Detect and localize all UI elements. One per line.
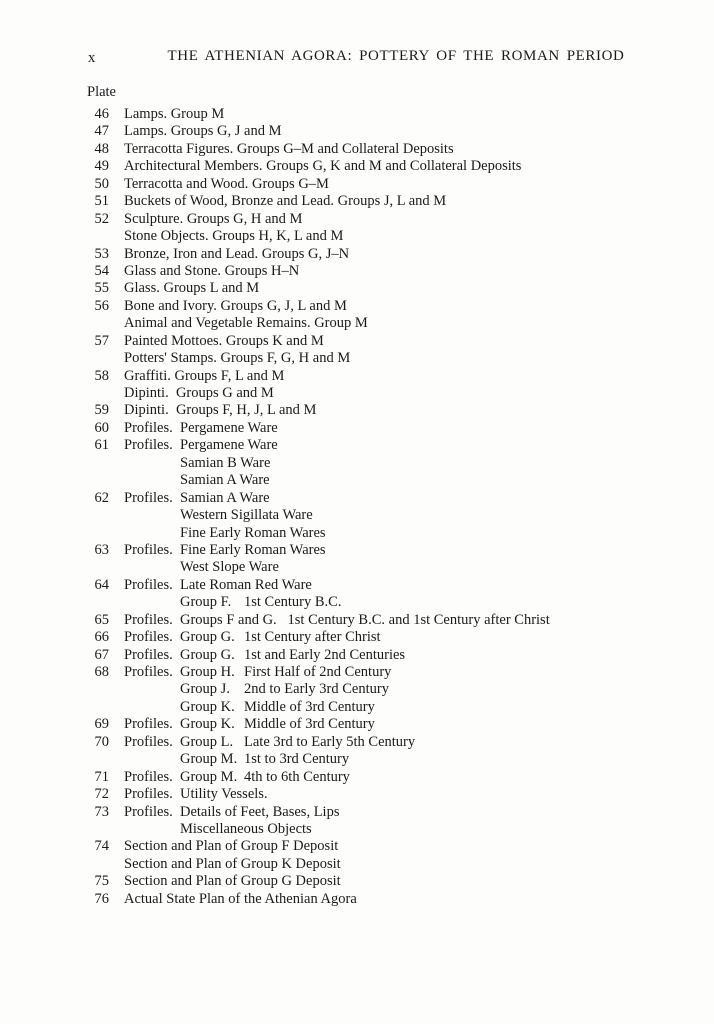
plate-line-text: Pergamene Ware <box>180 419 278 436</box>
plate-list <box>0 106 714 908</box>
plate-line <box>0 158 714 175</box>
plate-line-text: Stone Objects. Groups H, K, L and M <box>124 228 344 245</box>
plate-line-text: 2nd to Early 3rd Century <box>244 681 389 698</box>
plate-line-text: Profiles. <box>124 664 173 680</box>
plate-line-text: Samian A Ware <box>180 489 270 506</box>
plate-line-text: Animal and Vegetable Remains. Group M <box>124 315 368 332</box>
page-header-title: THE ATHENIAN AGORA: POTTERY OF THE ROMAN PERIOD <box>167 48 625 64</box>
plate-line-text: Graffiti. Groups F, L and M <box>124 367 285 384</box>
plate-line <box>0 193 714 210</box>
plate-line <box>0 385 714 402</box>
plate-line-text: Late 3rd to Early 5th Century <box>244 733 416 750</box>
plate-line-text: Dipinti. Groups F, H, J, L and M <box>124 402 317 419</box>
plate-line-text: Profiles. <box>124 716 173 733</box>
plate-number: 64 <box>94 576 109 593</box>
plate-line-text: Lamps. Groups G, J and M <box>124 123 282 140</box>
plate-number: 52 <box>94 210 109 227</box>
plate-number: 66 <box>94 629 109 646</box>
plate-line <box>0 542 714 559</box>
plate-line <box>0 525 714 542</box>
plate-line <box>0 629 714 646</box>
plate-line-text: Architectural Members. Groups G, K and M and Collateral Deposits <box>124 158 522 175</box>
plate-line-text: Profiles. <box>124 803 173 820</box>
plate-line-text: Group G. <box>180 629 235 646</box>
plate-line-text: Profiles. <box>124 419 173 436</box>
plate-line <box>0 891 714 908</box>
plate-line-text: Glass and Stone. Groups H–N <box>124 262 300 279</box>
plate-number: 73 <box>94 803 109 820</box>
plate-number: 69 <box>94 716 109 733</box>
plate-line-text: Profiles. <box>124 786 173 803</box>
plate-line-text: Sculpture. Groups G, H and M <box>124 210 303 227</box>
plate-line <box>0 437 714 454</box>
plate-line <box>0 141 714 158</box>
plate-line <box>0 402 714 419</box>
plate-line <box>0 455 714 472</box>
plate-number: 53 <box>94 245 109 262</box>
plate-number: 46 <box>94 106 109 122</box>
plate-number: 72 <box>94 786 109 803</box>
plate-line <box>0 490 714 507</box>
plate-line-text: Pergamene Ware <box>180 437 278 454</box>
plate-line-text: Profiles. <box>124 768 173 785</box>
plate-line-text: 1st and Early 2nd Centuries <box>244 646 406 663</box>
plate-line <box>0 315 714 332</box>
plate-line-text: Profiles. <box>124 576 173 593</box>
plate-line-text: Section and Plan of Group F Deposit <box>124 838 339 855</box>
plate-line-text: Profiles. <box>124 489 173 506</box>
plate-line-text: Western Sigillata Ware <box>180 507 313 524</box>
plate-line-text: Terracotta Figures. Groups G–M and Collateral Deposits <box>124 140 454 157</box>
plate-column-label: Plate <box>87 84 116 100</box>
plate-number: 61 <box>94 437 109 454</box>
plate-number: 47 <box>94 123 109 140</box>
plate-line-text: Fine Early Roman Wares <box>180 524 326 541</box>
plate-number: 60 <box>94 419 109 436</box>
plate-number: 54 <box>94 262 109 279</box>
plate-number: 63 <box>94 541 109 558</box>
plate-number: 76 <box>94 890 109 907</box>
plate-number: 65 <box>94 611 109 628</box>
plate-line <box>0 333 714 350</box>
plate-line-text: 1st to 3rd Century <box>244 751 350 768</box>
plate-line <box>0 751 714 768</box>
plate-line-text: Samian B Ware <box>180 454 271 471</box>
plate-number: 58 <box>94 367 109 384</box>
page-number: x <box>88 50 96 66</box>
plate-line <box>0 246 714 263</box>
plate-line <box>0 298 714 315</box>
plate-line <box>0 123 714 140</box>
plate-line-text: Late Roman Red Ware <box>180 576 312 593</box>
plate-number: 48 <box>94 140 109 157</box>
plate-line-text: Samian A Ware <box>180 472 270 489</box>
plate-number: 70 <box>94 733 109 750</box>
plate-line <box>0 280 714 297</box>
plate-line-text: Painted Mottoes. Groups K and M <box>124 332 324 349</box>
plate-line <box>0 856 714 873</box>
plate-line-text: Section and Plan of Group K Deposit <box>124 855 341 872</box>
plate-line-text: Utility Vessels. <box>180 786 268 803</box>
plate-line <box>0 211 714 228</box>
plate-line-text: Group G. <box>180 646 235 663</box>
plate-line-text: Group H. <box>180 664 235 680</box>
plate-line-text: Middle of 3rd Century <box>244 716 375 733</box>
plate-line-text: 1st Century after Christ <box>244 629 381 646</box>
plate-line-text: Profiles. <box>124 541 173 558</box>
plate-line <box>0 873 714 890</box>
plate-number: 75 <box>94 873 109 890</box>
plate-line <box>0 786 714 803</box>
plate-number: 50 <box>94 175 109 192</box>
plate-line-text: Lamps. Group M <box>124 106 225 122</box>
plate-line-text: Group L. <box>180 733 234 750</box>
plate-line-text: Terracotta and Wood. Groups G–M <box>124 175 329 192</box>
plate-line-text: Bronze, Iron and Lead. Groups G, J–N <box>124 245 350 262</box>
plate-line <box>0 681 714 698</box>
plate-line-text: Profiles. <box>124 611 173 628</box>
plate-line-text: Bone and Ivory. Groups G, J, L and M <box>124 297 347 314</box>
plate-line-text: Groups F and G. 1st Century B.C. and 1st Century after Christ <box>180 611 550 628</box>
plate-line-text: Group M. <box>180 751 238 768</box>
plate-line-text: Buckets of Wood, Bronze and Lead. Groups J, L and M <box>124 193 447 210</box>
plate-line-text: Glass. Groups L and M <box>124 280 260 297</box>
plate-line-text: Middle of 3rd Century <box>244 698 375 715</box>
plate-line <box>0 664 714 681</box>
plate-line-text: First Half of 2nd Century <box>244 664 392 680</box>
plate-line <box>0 734 714 751</box>
plate-line-text: Profiles. <box>124 437 173 454</box>
plate-line <box>0 176 714 193</box>
plate-line <box>0 507 714 524</box>
plate-line <box>0 577 714 594</box>
plate-line <box>0 350 714 367</box>
plate-number: 74 <box>94 838 109 855</box>
plate-number: 59 <box>94 402 109 419</box>
plate-line-text: Group J. <box>180 681 230 698</box>
plate-line-text: 1st Century B.C. <box>244 594 342 611</box>
plate-line-text: Profiles. <box>124 733 173 750</box>
plate-line-text: 4th to 6th Century <box>244 768 350 785</box>
plate-line <box>0 716 714 733</box>
plate-number: 62 <box>94 489 109 506</box>
plate-line <box>0 647 714 664</box>
plate-number: 56 <box>94 297 109 314</box>
plate-line <box>0 106 714 123</box>
plate-number: 49 <box>94 158 109 175</box>
plate-number: 68 <box>94 664 109 680</box>
plate-line <box>0 594 714 611</box>
plate-number: 51 <box>94 193 109 210</box>
plate-line-text: Miscellaneous Objects <box>180 820 312 837</box>
plate-line <box>0 228 714 245</box>
plate-line <box>0 472 714 489</box>
plate-line-text: Group K. <box>180 716 235 733</box>
plate-line-text: Group F. <box>180 594 232 611</box>
plate-line-text: Profiles. <box>124 629 173 646</box>
plate-line <box>0 420 714 437</box>
plate-line-text: Actual State Plan of the Athenian Agora <box>124 890 357 907</box>
plate-line-text: Profiles. <box>124 646 173 663</box>
plate-line-text: Group M. <box>180 768 238 785</box>
plate-number: 57 <box>94 332 109 349</box>
plate-line <box>0 769 714 786</box>
plate-line-text: Details of Feet, Bases, Lips <box>180 803 340 820</box>
plate-line <box>0 821 714 838</box>
plate-number: 55 <box>94 280 109 297</box>
plate-line <box>0 838 714 855</box>
plate-line <box>0 612 714 629</box>
plate-line-text: Group K. <box>180 698 235 715</box>
plate-line <box>0 804 714 821</box>
plate-number: 67 <box>94 646 109 663</box>
plate-line-text: Section and Plan of Group G Deposit <box>124 873 341 890</box>
plate-number: 71 <box>94 768 109 785</box>
plate-line <box>0 559 714 576</box>
plate-line-text: Fine Early Roman Wares <box>180 541 326 558</box>
plate-line-text: West Slope Ware <box>180 559 279 576</box>
plate-line <box>0 263 714 280</box>
plate-line <box>0 699 714 716</box>
plate-line <box>0 368 714 385</box>
plate-line-text: Dipinti. Groups G and M <box>124 385 274 401</box>
plate-line-text: Potters' Stamps. Groups F, G, H and M <box>124 350 351 367</box>
